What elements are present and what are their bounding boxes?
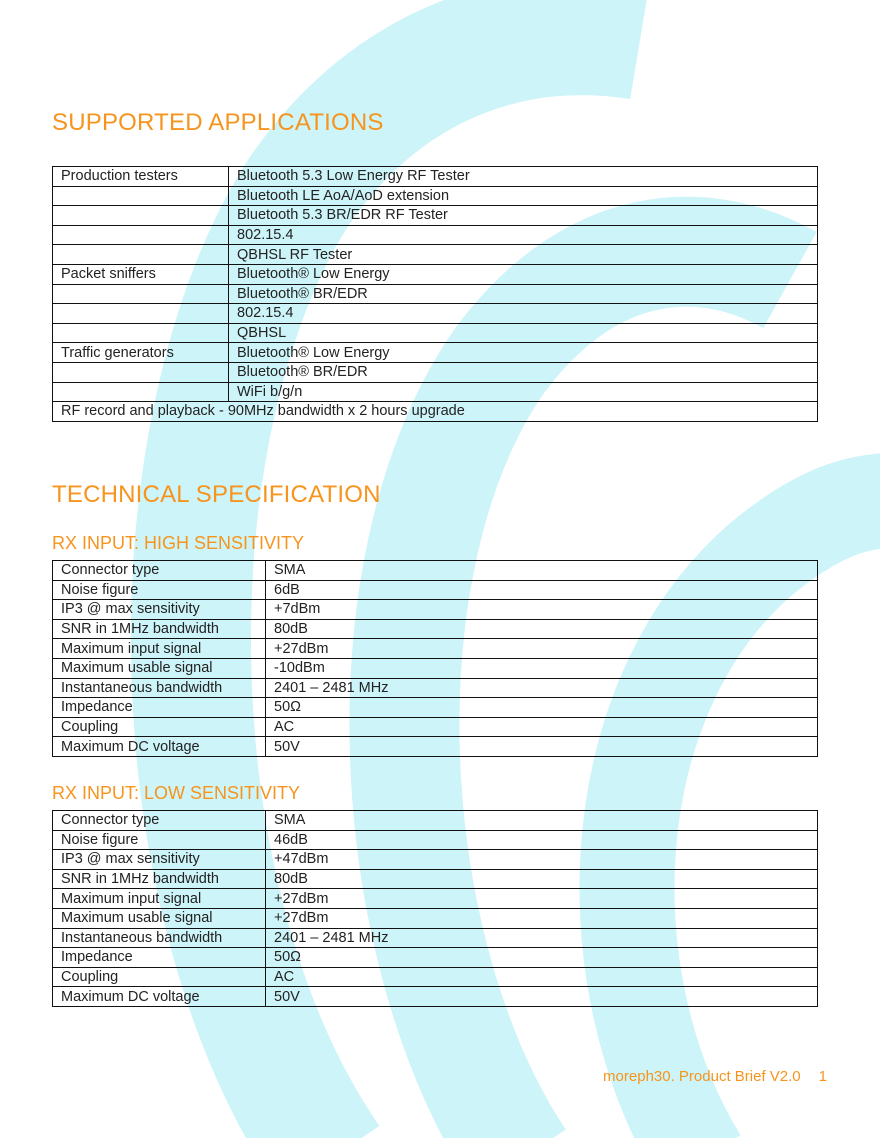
value-cell: 802.15.4	[229, 304, 818, 324]
value-cell: Bluetooth® Low Energy	[229, 264, 818, 284]
value-cell: SMA	[266, 561, 818, 581]
value-cell: Bluetooth 5.3 BR/EDR RF Tester	[229, 206, 818, 226]
value-cell: 50Ω	[266, 698, 818, 718]
value-cell: Bluetooth® Low Energy	[229, 343, 818, 363]
spec-row	[53, 811, 818, 831]
application-row	[53, 245, 818, 265]
spec-row	[53, 928, 818, 948]
value-cell: 50V	[266, 987, 818, 1007]
label-cell	[53, 206, 229, 226]
label-cell	[53, 362, 229, 382]
value-cell: Bluetooth 5.3 Low Energy RF Tester	[229, 167, 818, 187]
label-cell	[53, 323, 229, 343]
page-footer	[500, 1068, 827, 1085]
value-cell: AC	[266, 967, 818, 987]
subsection-title-low-sensitivity: RX INPUT: LOW SENSITIVITY	[52, 783, 301, 803]
label-cell: Maximum DC voltage	[53, 987, 266, 1007]
label-cell: Maximum usable signal	[53, 658, 266, 678]
value-cell: 80dB	[266, 619, 818, 639]
section-title-supported-applications: SUPPORTED APPLICATIONS	[52, 109, 384, 136]
label-cell	[53, 284, 229, 304]
value-cell: QBHSL	[229, 323, 818, 343]
application-row	[53, 284, 818, 304]
label-cell: IP3 @ max sensitivity	[53, 850, 266, 870]
value-cell: 2401 – 2481 MHz	[266, 928, 818, 948]
label-cell	[53, 382, 229, 402]
value-cell: QBHSL RF Tester	[229, 245, 818, 265]
label-cell: Coupling	[53, 717, 266, 737]
label-cell: Production testers	[53, 167, 229, 187]
application-row-full	[53, 402, 818, 422]
spec-row	[53, 908, 818, 928]
spec-row	[53, 948, 818, 968]
label-cell: SNR in 1MHz bandwidth	[53, 619, 266, 639]
spec-row	[53, 619, 818, 639]
application-row	[53, 206, 818, 226]
spec-row	[53, 889, 818, 909]
label-cell	[53, 225, 229, 245]
value-cell: +27dBm	[266, 908, 818, 928]
label-cell: Packet sniffers	[53, 264, 229, 284]
application-row	[53, 323, 818, 343]
value-cell: 46dB	[266, 830, 818, 850]
spec-row	[53, 830, 818, 850]
application-row	[53, 167, 818, 187]
label-cell: Maximum input signal	[53, 639, 266, 659]
low-sensitivity-table	[52, 810, 818, 1007]
spec-row	[53, 580, 818, 600]
spec-row	[53, 658, 818, 678]
label-cell: IP3 @ max sensitivity	[53, 600, 266, 620]
value-cell: WiFi b/g/n	[229, 382, 818, 402]
value-cell: Bluetooth LE AoA/AoD extension	[229, 186, 818, 206]
page-number: 1	[818, 1068, 827, 1085]
application-row	[53, 382, 818, 402]
spec-row	[53, 698, 818, 718]
label-cell: Connector type	[53, 561, 266, 581]
value-cell: 80dB	[266, 869, 818, 889]
value-cell: +27dBm	[266, 639, 818, 659]
spec-row	[53, 717, 818, 737]
value-cell: AC	[266, 717, 818, 737]
label-cell: Impedance	[53, 698, 266, 718]
high-sensitivity-table	[52, 560, 818, 757]
label-cell: SNR in 1MHz bandwidth	[53, 869, 266, 889]
spec-row	[53, 737, 818, 757]
spec-row	[53, 639, 818, 659]
label-cell: Impedance	[53, 948, 266, 968]
label-cell: Instantaneous bandwidth	[53, 678, 266, 698]
value-cell: SMA	[266, 811, 818, 831]
spec-row	[53, 869, 818, 889]
application-row	[53, 186, 818, 206]
section-title-technical-specification: TECHNICAL SPECIFICATION	[52, 481, 381, 508]
value-cell: Bluetooth® BR/EDR	[229, 362, 818, 382]
label-cell: Maximum DC voltage	[53, 737, 266, 757]
value-cell: +7dBm	[266, 600, 818, 620]
value-cell: 50V	[266, 737, 818, 757]
spec-row	[53, 600, 818, 620]
value-cell: -10dBm	[266, 658, 818, 678]
label-cell: Maximum input signal	[53, 889, 266, 909]
label-cell: Maximum usable signal	[53, 908, 266, 928]
spec-row	[53, 987, 818, 1007]
spec-row	[53, 967, 818, 987]
value-cell: Bluetooth® BR/EDR	[229, 284, 818, 304]
value-cell: 50Ω	[266, 948, 818, 968]
application-row	[53, 264, 818, 284]
label-cell: Connector type	[53, 811, 266, 831]
value-cell: +27dBm	[266, 889, 818, 909]
label-cell: Noise figure	[53, 580, 266, 600]
spec-row	[53, 850, 818, 870]
application-row	[53, 362, 818, 382]
footer-document-title: moreph30. Product Brief V2.0	[603, 1068, 801, 1085]
value-cell: 6dB	[266, 580, 818, 600]
value-cell: 2401 – 2481 MHz	[266, 678, 818, 698]
application-row	[53, 304, 818, 324]
application-row	[53, 343, 818, 363]
spec-row	[53, 678, 818, 698]
label-cell	[53, 245, 229, 265]
label-cell: Instantaneous bandwidth	[53, 928, 266, 948]
spec-row	[53, 561, 818, 581]
label-cell	[53, 186, 229, 206]
subsection-title-high-sensitivity: RX INPUT: HIGH SENSITIVITY	[52, 533, 305, 553]
application-row	[53, 225, 818, 245]
label-cell: Noise figure	[53, 830, 266, 850]
supported-applications-table	[52, 166, 818, 422]
label-cell	[53, 304, 229, 324]
label-cell: Coupling	[53, 967, 266, 987]
full-width-cell: RF record and playback - 90MHz bandwidth x 2 hours upgrade	[53, 402, 818, 422]
value-cell: +47dBm	[266, 850, 818, 870]
label-cell: Traffic generators	[53, 343, 229, 363]
value-cell: 802.15.4	[229, 225, 818, 245]
